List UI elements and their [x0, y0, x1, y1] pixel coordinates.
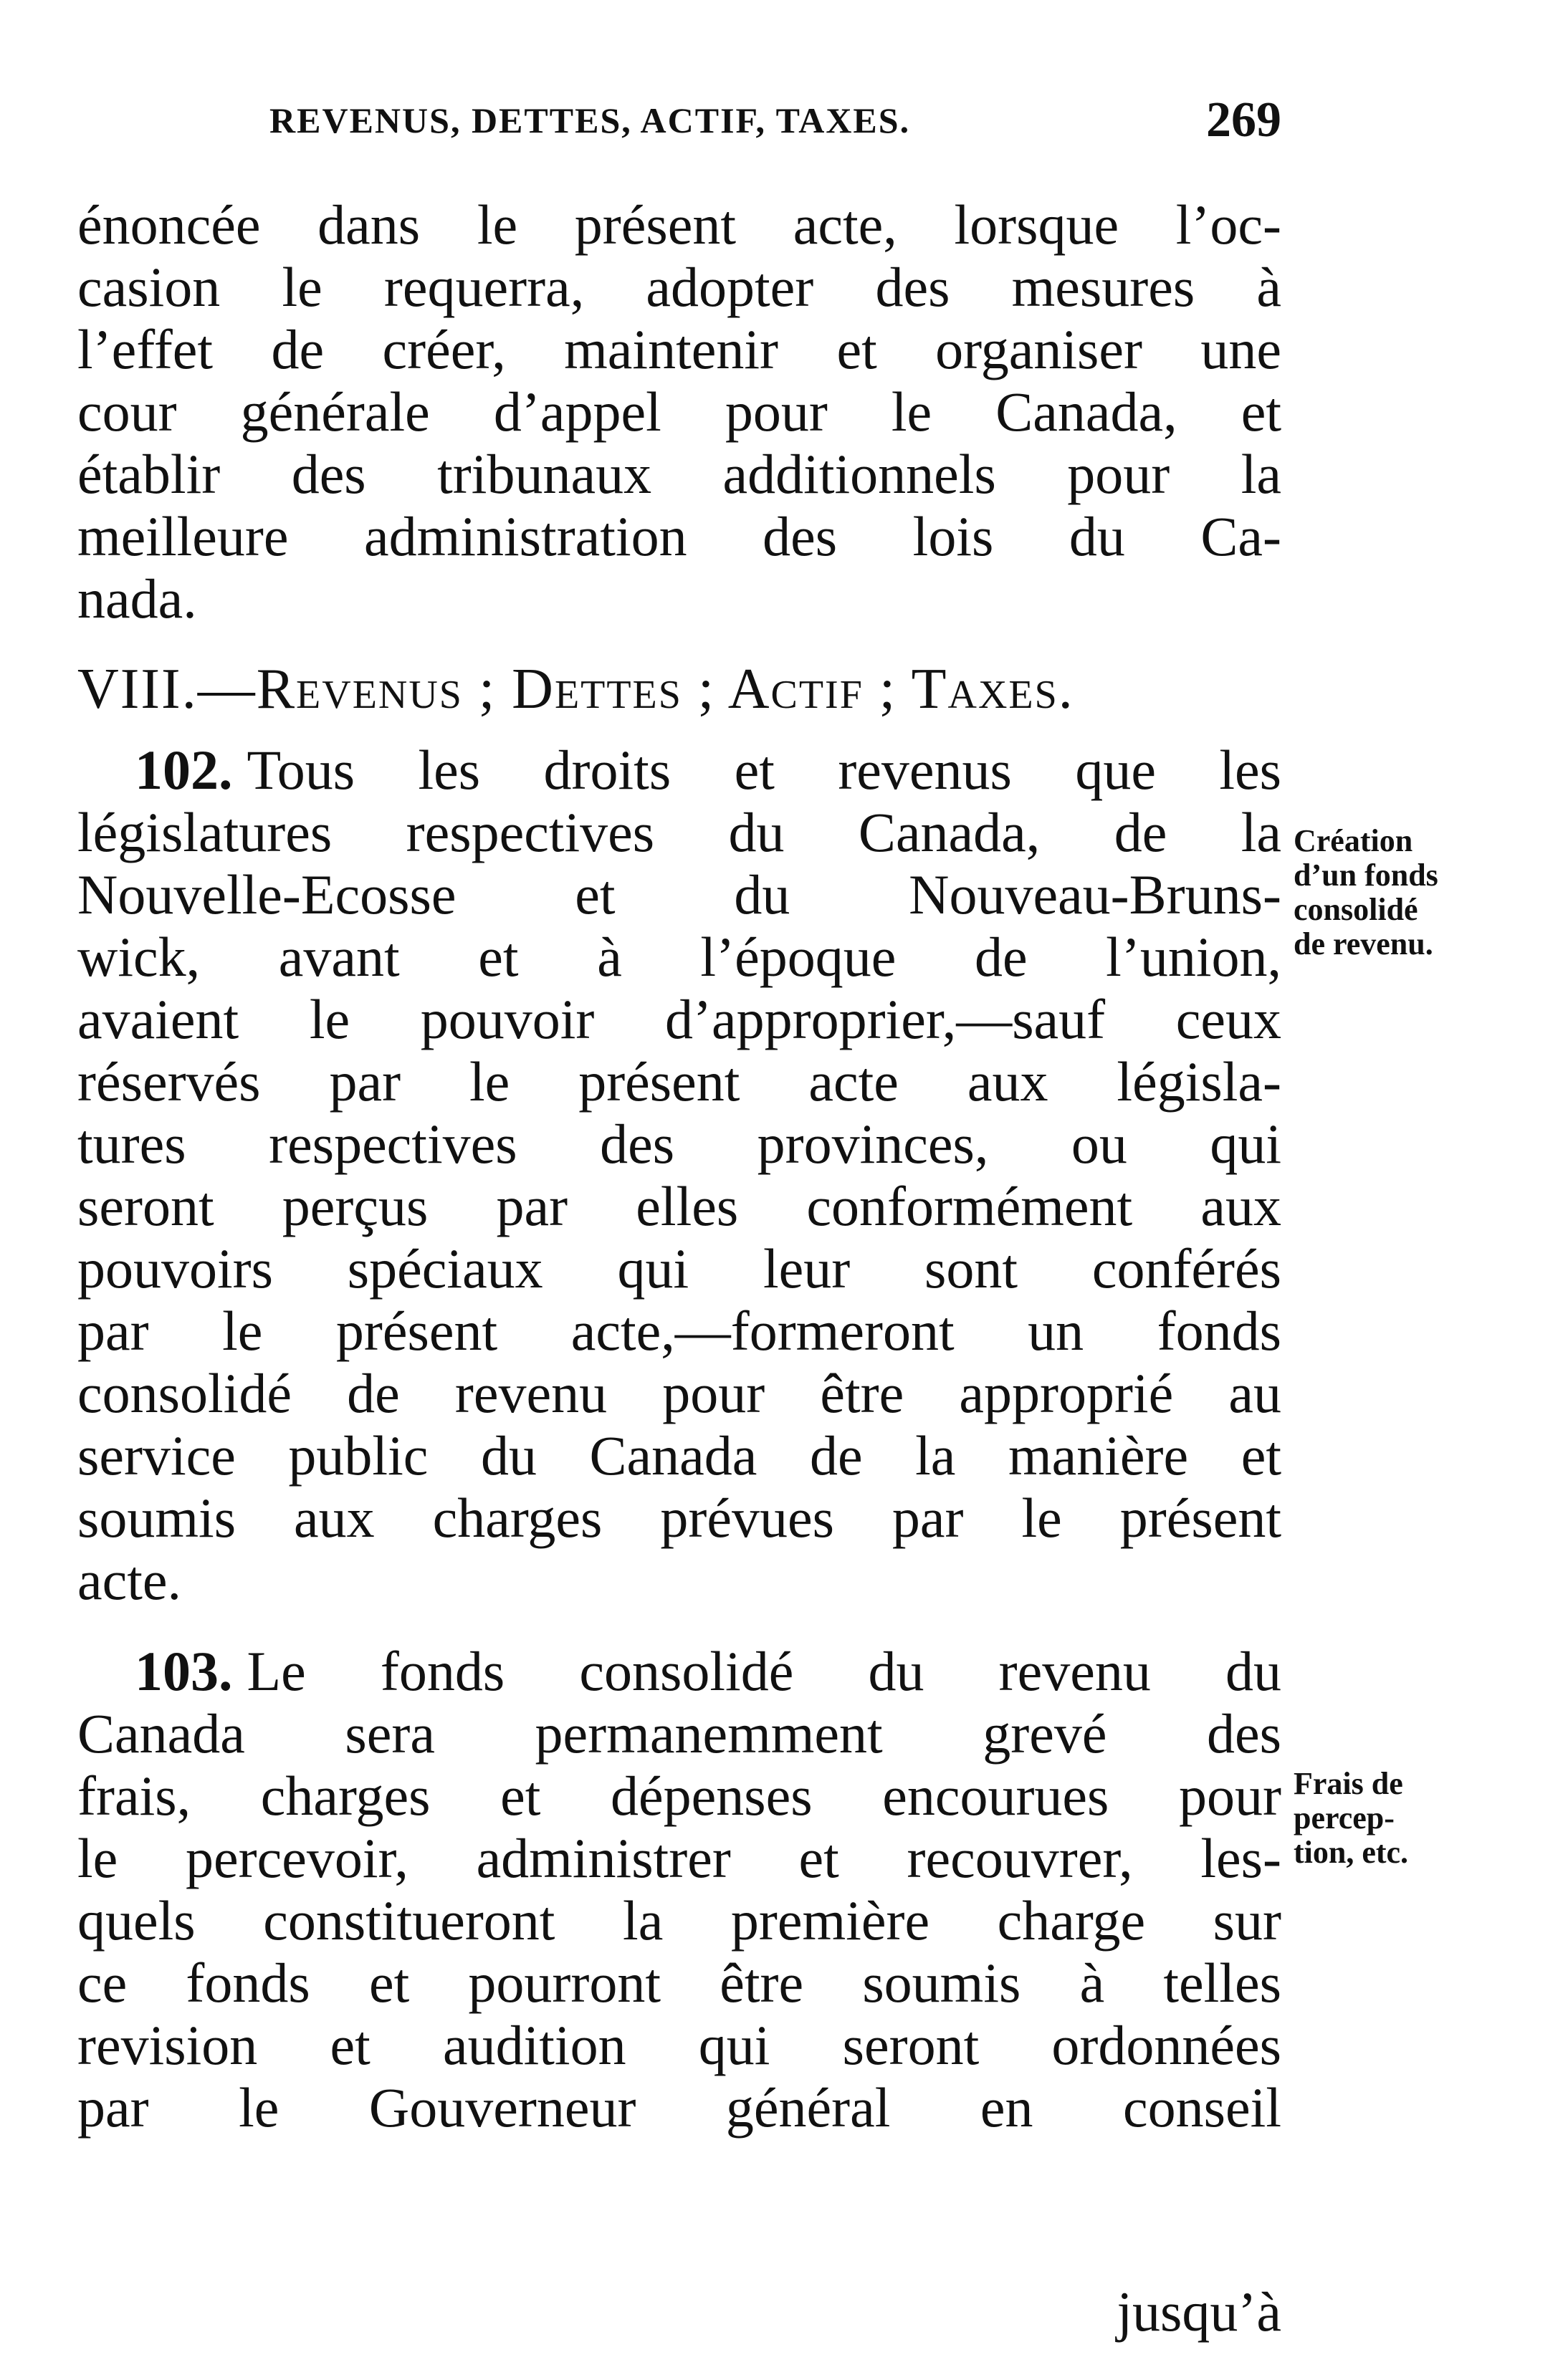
text-line: par le Gouverneur général en conseil [77, 2076, 1281, 2139]
section-102 [77, 739, 1281, 1611]
text-line: tures respectives des provinces, ou qui [77, 1113, 1281, 1175]
text-line: Le fonds consolidé du revenu du [247, 1640, 1281, 1702]
text-line: par le présent acte,—formeront un fonds [77, 1300, 1281, 1362]
section-number: 102. [135, 739, 233, 801]
section-heading: VIII.—Revenus ; Dettes ; Actif ; Taxes. [77, 658, 1074, 721]
text-line: meilleure administration des lois du Ca- [77, 505, 1281, 567]
text-line: réservés par le présent acte aux législa- [77, 1050, 1281, 1113]
text-line: revision et audition qui seront ordonnées [77, 2014, 1281, 2076]
text-line: pouvoirs spéciaux qui leur sont conférés [77, 1237, 1281, 1300]
text-line: énoncée dans le présent acte, lorsque l’oc- [77, 193, 1281, 256]
text-line: le percevoir, administrer et recouvrer, les- [77, 1827, 1281, 1889]
margin-note-line: percep- [1294, 1800, 1395, 1836]
margin-note-line: Création [1294, 823, 1413, 858]
catchword: jusqu’à [1117, 2280, 1281, 2343]
text-line: service public du Canada de la manière et [77, 1424, 1281, 1487]
margin-note-103 [1294, 1767, 1552, 1870]
text-line: nada. [77, 567, 197, 630]
text-line: législatures respectives du Canada, de la [77, 801, 1281, 863]
text-line: acte. [77, 1549, 182, 1611]
page-number: 269 [1206, 92, 1281, 148]
text-line: frais, charges et dépenses encourues pour [77, 1765, 1281, 1827]
margin-note-line: consolidé [1294, 892, 1418, 927]
text-line: quels constitueront la première charge sur [77, 1889, 1281, 1952]
text-line: l’effet de créer, maintenir et organiser une [77, 318, 1281, 380]
text-line: Nouvelle-Ecosse et du Nouveau-Bruns- [77, 863, 1281, 926]
text-line: ce fonds et pourront être soumis à telles [77, 1952, 1281, 2014]
text-line: Tous les droits et revenus que les [247, 739, 1281, 801]
margin-note-line: tion, etc. [1294, 1835, 1409, 1870]
text-line: consolidé de revenu pour être approprié au [77, 1362, 1281, 1424]
page-header [77, 85, 1281, 156]
section-number: 103. [135, 1640, 233, 1702]
text-line: Canada sera permanemment grevé des [77, 1702, 1281, 1765]
text-line: avaient le pouvoir d’approprier,—sauf ceux [77, 988, 1281, 1050]
text-line: casion le requerra, adopter des mesures à [77, 256, 1281, 318]
text-line: seront perçus par elles conformément aux [77, 1175, 1281, 1237]
section-103 [77, 1640, 1281, 2139]
running-head: REVENUS, DETTES, ACTIF, TAXES. [269, 100, 911, 140]
text-line: établir des tribunaux additionnels pour la [77, 443, 1281, 505]
page-body [77, 193, 1281, 2139]
continuation-paragraph [77, 193, 1281, 630]
margin-note-line: d’un fonds [1294, 858, 1438, 893]
margin-note-line: Frais de [1294, 1766, 1403, 1801]
text-line: cour générale d’appel pour le Canada, et [77, 380, 1281, 443]
text-line: soumis aux charges prévues par le présent [77, 1487, 1281, 1549]
margin-note-line: de revenu. [1294, 926, 1433, 961]
text-line: wick, avant et à l’époque de l’union, [77, 926, 1281, 988]
margin-note-102 [1294, 824, 1552, 961]
